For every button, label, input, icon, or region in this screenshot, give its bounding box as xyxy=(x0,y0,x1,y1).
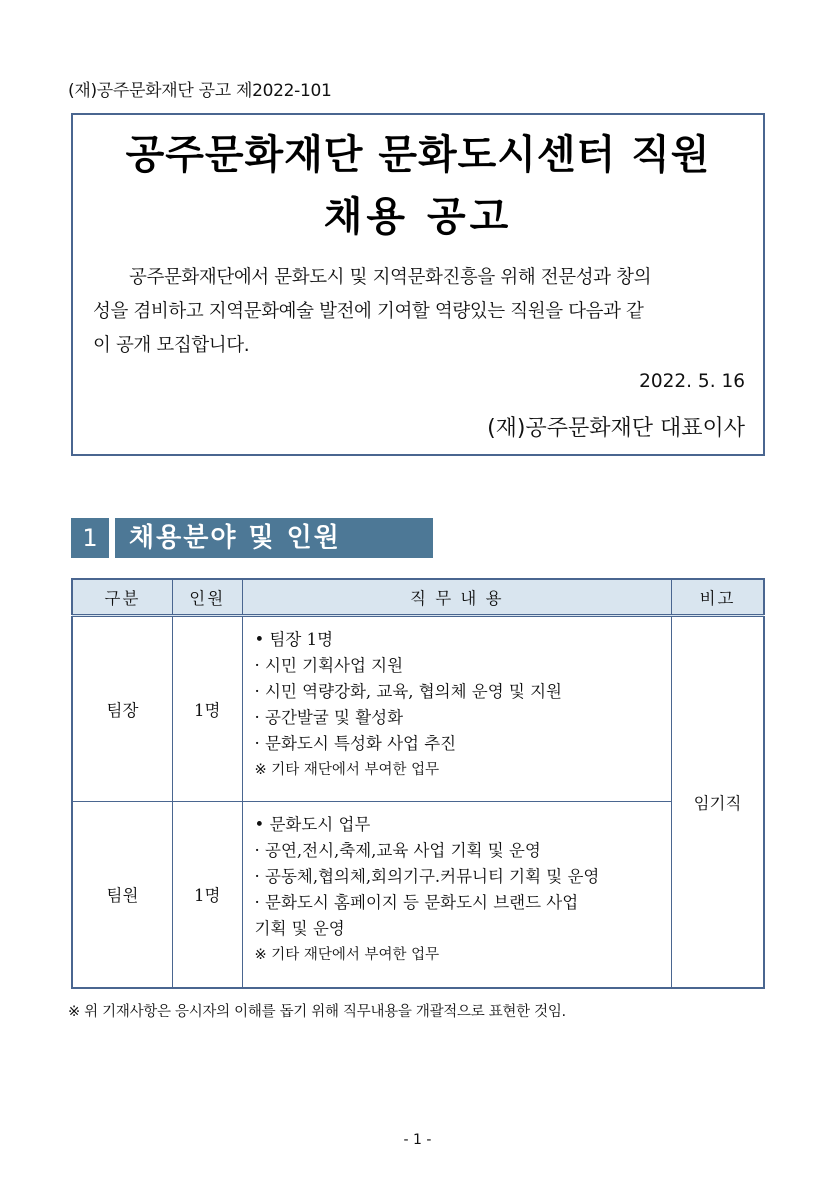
announcement-box xyxy=(71,113,765,456)
announcement-title-line1: 공주문화재단 문화도시센터 직원 xyxy=(125,132,711,178)
row-duties xyxy=(242,802,672,988)
header-duties: 직 무 내 용 xyxy=(242,579,672,616)
intro-line: 성을 겸비하고 지역문화예술 발전에 기여할 역량있는 직원을 다음과 같 xyxy=(93,301,644,322)
announcement-intro xyxy=(93,261,745,363)
section-heading xyxy=(71,518,433,558)
row-remark: 임기직 xyxy=(672,616,764,988)
row-duties xyxy=(242,616,672,802)
table-header-row xyxy=(72,579,764,616)
table-row xyxy=(72,802,764,988)
duty-note: ※ 기타 재단에서 부여한 업무 xyxy=(254,762,440,778)
announcement-title-line2: 채용 공고 xyxy=(323,194,513,240)
header-count: 인원 xyxy=(172,579,242,616)
row-count: 1명 xyxy=(172,802,242,988)
intro-line: 이 공개 모집합니다. xyxy=(93,335,250,356)
duty-item: · 시민 기획사업 지원 xyxy=(254,656,404,675)
duty-item: • 팀장 1명 xyxy=(254,630,334,649)
duty-item: · 공간발굴 및 활성화 xyxy=(254,708,404,727)
footnote: ※ 위 기재사항은 응시자의 이해를 돕기 위해 직무내용을 개괄적으로 표현한 것임. xyxy=(68,1004,566,1020)
page-number: - 1 - xyxy=(403,1132,432,1148)
duty-item: · 문화도시 홈페이지 등 문화도시 브랜드 사업 xyxy=(254,893,579,912)
duty-item: · 공연,전시,축제,교육 사업 기획 및 운영 xyxy=(254,841,541,860)
recruitment-table xyxy=(71,578,765,989)
duty-item: · 문화도시 특성화 사업 추진 xyxy=(254,734,457,753)
section-title: 채용분야 및 인원 xyxy=(115,518,433,558)
duty-item: · 공동체,협의체,회의기구.커뮤니티 기획 및 운영 xyxy=(254,867,600,886)
announcement-date: 2022. 5. 16 xyxy=(639,371,745,392)
duty-item: · 시민 역량강화, 교육, 협의체 운영 및 지원 xyxy=(254,682,562,701)
duty-note: ※ 기타 재단에서 부여한 업무 xyxy=(254,947,440,963)
header-remark: 비고 xyxy=(672,579,764,616)
notice-number: (재)공주문화재단 공고 제2022-101 xyxy=(68,81,332,101)
row-category: 팀장 xyxy=(72,616,172,802)
table-row xyxy=(72,616,764,802)
header-category: 구분 xyxy=(72,579,172,616)
row-count: 1명 xyxy=(172,616,242,802)
row-category: 팀원 xyxy=(72,802,172,988)
duty-item: • 문화도시 업무 xyxy=(254,815,371,834)
duty-item: 기획 및 운영 xyxy=(254,919,345,938)
announcement-organization: (재)공주문화재단 대표이사 xyxy=(487,416,745,441)
section-number: 1 xyxy=(71,518,109,558)
intro-line: 공주문화재단에서 문화도시 및 지역문화진흥을 위해 전문성과 창의 xyxy=(129,267,652,288)
